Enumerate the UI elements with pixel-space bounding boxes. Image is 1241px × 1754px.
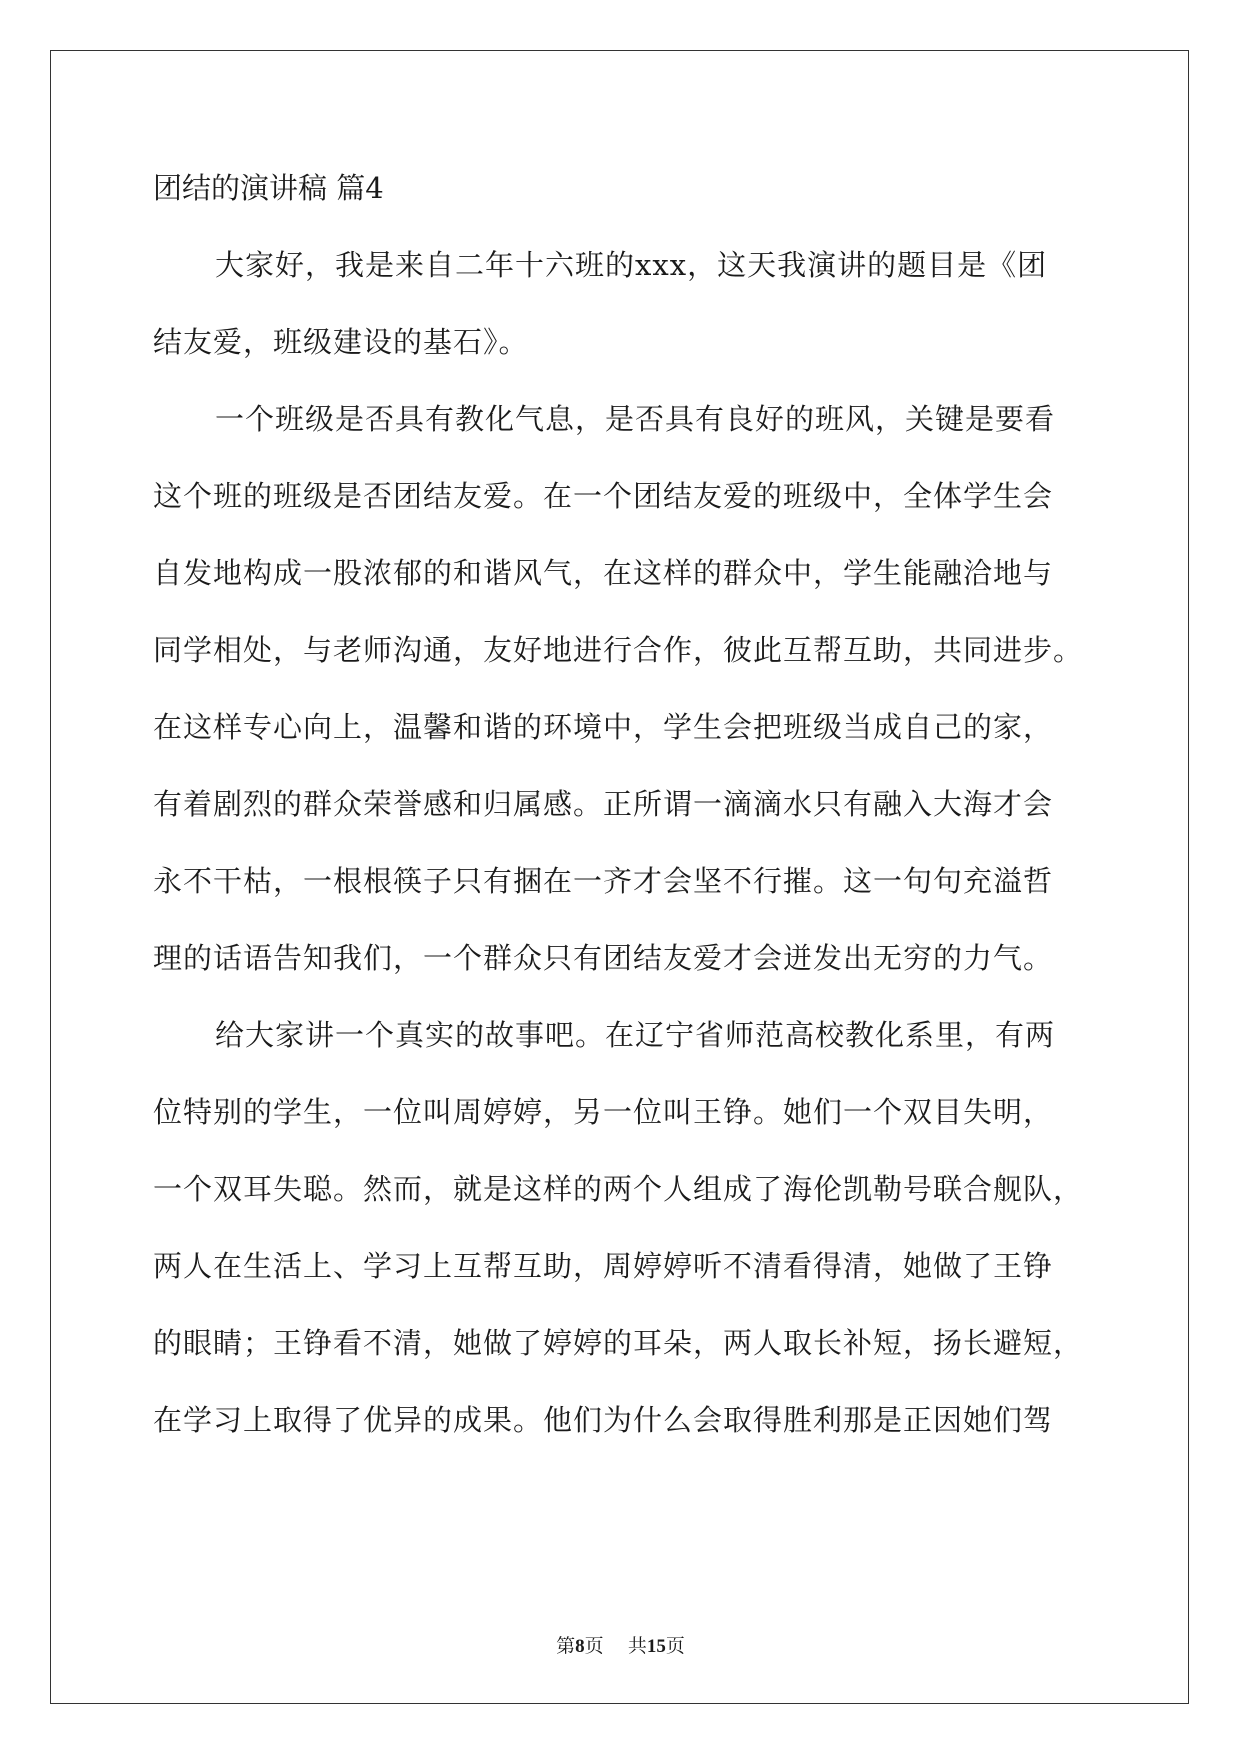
text-line: 大家好，我是来自二年十六班的xxx，这天我演讲的题目是《团	[215, 248, 1048, 282]
page-footer	[0, 1633, 1241, 1660]
footer-total-suffix: 页	[665, 1635, 685, 1657]
text-line: 这个班的班级是否团结友爱。在一个团结友爱的班级中，全体学生会	[153, 479, 1054, 513]
text-line: 永不干枯，一根根筷子只有捆在一齐才会坚不行摧。这一句句充溢哲	[153, 864, 1054, 898]
text-line: 的眼睛；王铮看不清，她做了婷婷的耳朵，两人取长补短，扬长避短，	[153, 1326, 1084, 1360]
text-line: 在这样专心向上，温馨和谐的环境中，学生会把班级当成自己的家，	[153, 710, 1054, 744]
document-title: 团结的演讲稿 篇4	[153, 171, 384, 205]
document-body	[153, 168, 1093, 1477]
text-line: 给大家讲一个真实的故事吧。在辽宁省师范高校教化系里，有两	[215, 1018, 1056, 1052]
footer-page-number: 8	[575, 1636, 585, 1657]
text-line: 同学相处，与老师沟通，友好地进行合作，彼此互帮互助，共同进步。	[153, 633, 1084, 667]
text-line: 位特别的学生，一位叫周婷婷，另一位叫王铮。她们一个双目失明，	[153, 1095, 1054, 1129]
text-line: 有着剧烈的群众荣誉感和归属感。正所谓一滴滴水只有融入大海才会	[153, 787, 1054, 821]
text-line: 一个双耳失聪。然而，就是这样的两个人组成了海伦凯勒号联合舰队，	[153, 1172, 1084, 1206]
text-line: 理的话语告知我们，一个群众只有团结友爱才会迸发出无穷的力气。	[153, 941, 1054, 975]
text-line: 在学习上取得了优异的成果。他们为什么会取得胜利那是正因她们驾	[153, 1403, 1054, 1437]
footer-total-pages: 15	[646, 1636, 666, 1657]
text-line: 一个班级是否具有教化气息，是否具有良好的班风，关键是要看	[215, 402, 1056, 436]
footer-page-suffix: 页	[584, 1635, 604, 1657]
text-line: 两人在生活上、学习上互帮互助，周婷婷听不清看得清，她做了王铮	[153, 1249, 1054, 1283]
text-line: 自发地构成一股浓郁的和谐风气，在这样的群众中，学生能融洽地与	[153, 556, 1054, 590]
paragraph-lines	[153, 245, 1093, 1440]
text-line: 结友爱，班级建设的基石》。	[153, 325, 529, 359]
footer-prefix: 第	[556, 1635, 576, 1657]
footer-total-prefix: 共	[627, 1635, 647, 1657]
